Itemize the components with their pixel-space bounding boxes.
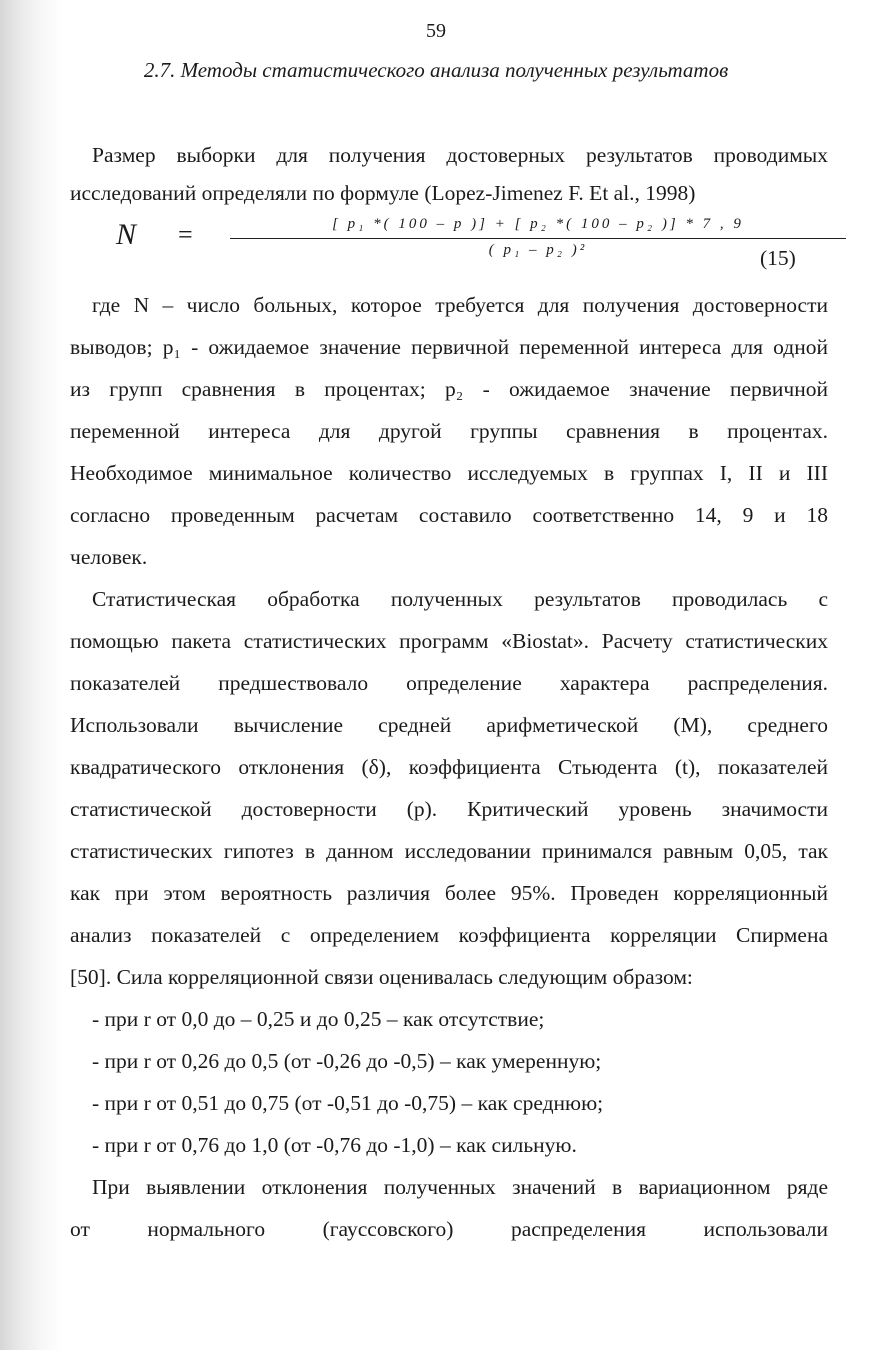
section-title: 2.7. Методы статистического анализа полученных результатов	[143, 58, 729, 82]
fraction-bar	[230, 238, 846, 239]
text-line: где N – число больных, которое требуется для получения достоверности	[92, 293, 828, 317]
text-line: Необходимое минимальное количество исследуемых в группах I, II и III	[70, 461, 828, 485]
sample-size-formula	[110, 216, 810, 278]
text-line: согласно проведенным расчетам составило соответственно 14, 9 и 18	[70, 503, 828, 527]
text-line: [50]. Сила корреляционной связи оценивалась следующим образом:	[70, 965, 693, 989]
text-line: помощью пакета статистических программ «Biostat». Расчету статистических	[70, 629, 828, 653]
formula-number: (15)	[760, 246, 796, 270]
text-line: Размер выборки для получения достоверных результатов проводимых	[92, 143, 828, 167]
list-item: - при r от 0,0 до – 0,25 и до 0,25 – как отсутствие;	[92, 1007, 545, 1031]
text-line: анализ показателей с определением коэффициента корреляции Спирмена	[70, 923, 828, 947]
text-line: от нормального (гауссовского) распределения использовали	[70, 1217, 828, 1241]
text-line: исследований определяли по формуле (Lopez-Jimenez F. Et al., 1998)	[70, 181, 696, 205]
formula-denominator: ( p₁ – p₂ )²	[488, 242, 588, 258]
formula-numerator: [ p₁ *( 100 – p )] + [ p₂ *( 100 – p₂ )] * 7 , 9	[332, 216, 744, 232]
text-line: из групп сравнения в процентах; p₂ - ожидаемое значение первичной	[70, 377, 828, 401]
text-line: При выявлении отклонения полученных значений в вариационном ряде	[92, 1175, 828, 1199]
text-line: как при этом вероятность различия более 95%. Проведен корреляционный	[70, 881, 828, 905]
text-line: показателей предшествовало определение характера распределения.	[70, 671, 828, 695]
list-item: - при r от 0,26 до 0,5 (от -0,26 до -0,5) – как умеренную;	[92, 1049, 602, 1073]
text-line: выводов; p₁ - ожидаемое значение первичной переменной интереса для одной	[70, 335, 828, 359]
formula-lhs: N	[116, 218, 137, 251]
scan-shadow	[0, 0, 62, 1350]
page-number: 59	[426, 20, 446, 42]
list-item: - при r от 0,76 до 1,0 (от -0,76 до -1,0) – как сильную.	[92, 1133, 577, 1157]
text-line: человек.	[70, 545, 148, 569]
text-line: квадратического отклонения (δ), коэффициента Стьюдента (t), показателей	[70, 755, 828, 779]
text-line: статистической достоверности (p). Критический уровень значимости	[70, 797, 828, 821]
text-line: переменной интереса для другой группы сравнения в процентах.	[70, 419, 828, 443]
formula-equals: =	[178, 220, 193, 249]
text-line: Статистическая обработка полученных результатов проводилась с	[92, 587, 828, 611]
list-item: - при r от 0,51 до 0,75 (от -0,51 до -0,75) – как среднюю;	[92, 1091, 604, 1115]
text-line: Использовали вычисление средней арифметической (M), среднего	[70, 713, 828, 737]
text-line: статистических гипотез в данном исследовании принимался равным 0,05, так	[70, 839, 828, 863]
